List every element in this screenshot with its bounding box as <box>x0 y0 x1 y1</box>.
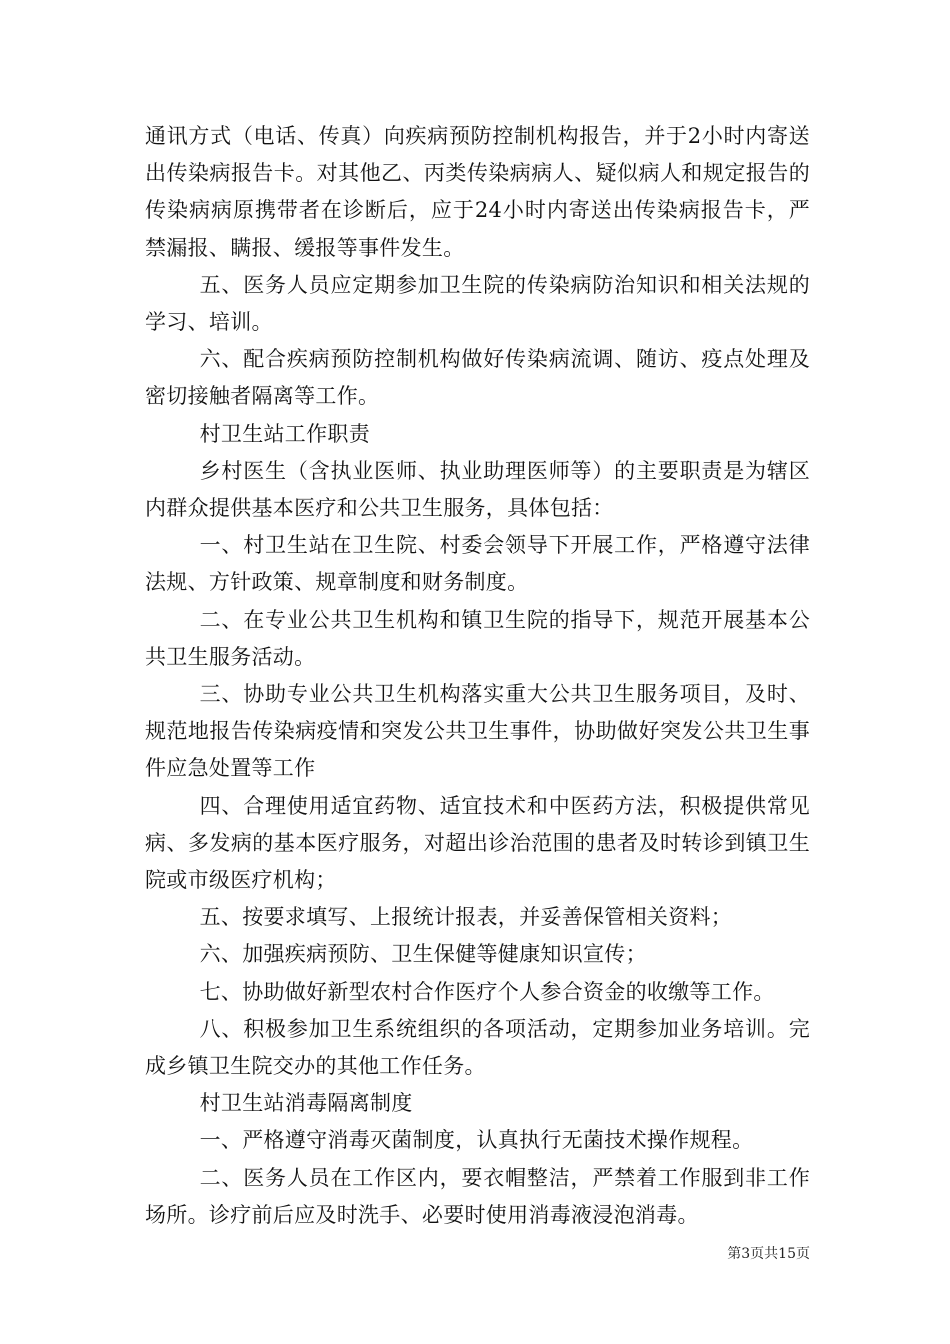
section-heading-duties: 村卫生站工作职责 <box>199 421 370 446</box>
paragraph-15: 二、医务人员在工作区内，要衣帽整洁，严禁着工作服到非工作场所。诊疗前后应及时洗手、必要时使用消毒液浸泡消毒。 <box>145 1165 810 1227</box>
section-heading-disinfection: 村卫生站消毒隔离制度 <box>199 1091 413 1116</box>
paragraph-10: 六、加强疾病预防、卫生保健等健康知识宣传； <box>199 942 647 967</box>
paragraph-5: 一、村卫生站在卫生院、村委会领导下开展工作，严格遵守法律法规、方针政策、规章制度和财务制度。 <box>145 533 810 595</box>
paragraph-2: 六、配合疾病预防控制机构做好传染病流调、随访、疫点处理及密切接触者隔离等工作。 <box>145 347 810 409</box>
paragraph-8: 四、合理使用适宜药物、适宜技术和中医药方法，积极提供常见病、多发病的基本医疗服务，对超出诊治范围的患者及时转诊到镇卫生院或市级医疗机构； <box>145 793 810 893</box>
paragraph-4: 乡村医生（含执业医师、执业助理医师等）的主要职责是为辖区内群众提供基本医疗和公共卫生服务，具体包括： <box>145 458 810 521</box>
page-number-footer: 第3页共15页 <box>727 1246 810 1262</box>
paragraph-6: 二、在专业公共卫生机构和镇卫生院的指导下，规范开展基本公共卫生服务活动。 <box>145 607 810 669</box>
paragraph-9: 五、按要求填写、上报统计报表，并妥善保管相关资料； <box>199 905 733 930</box>
paragraph-11: 七、协助做好新型农村合作医疗个人参合资金的收缴等工作。 <box>199 979 775 1004</box>
paragraph-0: 通讯方式（电话、传真）向疾病预防控制机构报告，并于2小时内寄送出传染病报告卡。对其他乙、丙类传染病病人、疑似病人和规定报告的传染病病原携带者在诊断后，应于24小时内寄送出传染病报告卡，严禁漏报、瞒报、缓报等事件发生。 <box>145 124 810 260</box>
document-body <box>145 118 810 1234</box>
paragraph-14: 一、严格遵守消毒灭菌制度，认真执行无菌技术操作规程。 <box>199 1128 754 1153</box>
paragraph-12: 八、积极参加卫生系统组织的各项活动，定期参加业务培训。完成乡镇卫生院交办的其他工作任务。 <box>145 1016 810 1079</box>
paragraph-7: 三、协助专业公共卫生机构落实重大公共卫生服务项目，及时、规范地报告传染病疫情和突发公共卫生事件，协助做好突发公共卫生事件应急处置等工作 <box>145 682 810 781</box>
paragraph-1: 五、医务人员应定期参加卫生院的传染病防治知识和相关法规的学习、培训。 <box>145 272 810 335</box>
